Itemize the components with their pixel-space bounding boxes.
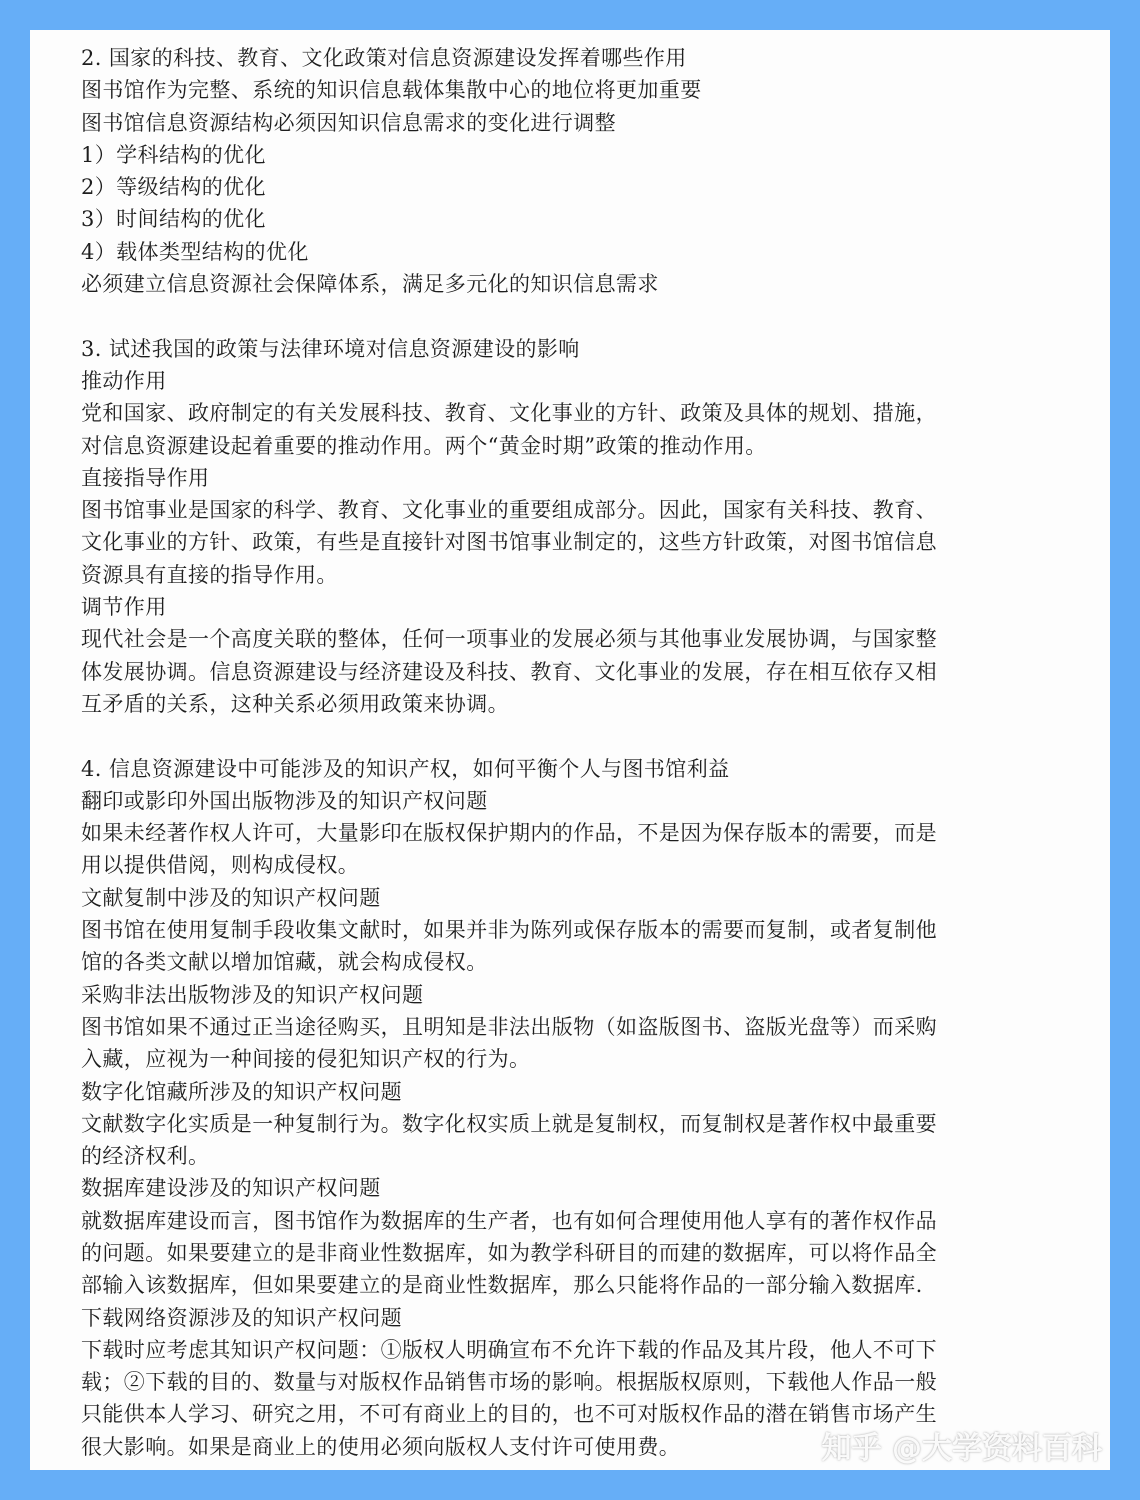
text-line: 图书馆信息资源结构必须因知识信息需求的变化进行调整 [81,110,616,135]
document-body [81,42,1110,1463]
section-heading: 2. 国家的科技、教育、文化政策对信息资源建设发挥着哪些作用 [81,46,687,70]
text-line: 下载时应考虑其知识产权问题：①版权人明确宣布不允许下载的作品及其片段，他人不可下 [81,1337,937,1362]
text-line: 采购非法出版物涉及的知识产权问题 [81,982,424,1007]
text-line: 很大影响。如果是商业上的使用必须向版权人支付许可使用费。 [81,1434,681,1459]
text-line: 如果未经著作权人许可，大量影印在版权保护期内的作品，不是因为保存版本的需要，而是 [81,821,937,846]
text-line: 1）学科结构的优化 [81,142,266,167]
text-line: 图书馆作为完整、系统的知识信息载体集散中心的地位将更加重要 [81,78,702,103]
text-line: 体发展协调。信息资源建设与经济建设及科技、教育、文化事业的发展，存在相互依存又相 [81,659,937,684]
text-line: 部输入该数据库，但如果要建立的是商业性数据库，那么只能将作品的一部分输入数据库. [81,1273,923,1298]
text-line: 文献复制中涉及的知识产权问题 [81,885,381,910]
section-2 [81,42,1110,300]
text-line: 图书馆如果不通过正当途径购买，且明知是非法出版物（如盗版图书、盗版光盘等）而采购 [81,1014,937,1039]
text-line: 用以提供借阅，则构成侵权。 [81,853,360,878]
text-line: 3）时间结构的优化 [81,207,266,232]
text-line: 馆的各类文献以增加馆藏，就会构成侵权。 [81,950,488,975]
text-line: 数字化馆藏所涉及的知识产权问题 [81,1079,402,1104]
text-line: 互矛盾的关系，这种关系必须用政策来协调。 [81,691,509,716]
text-line: 2）等级结构的优化 [81,175,266,200]
text-line: 现代社会是一个高度关联的整体，任何一项事业的发展必须与其他事业发展协调，与国家整 [81,627,937,652]
text-line: 党和国家、政府制定的有关发展科技、教育、文化事业的方针、政策及具体的规划、措施， [81,401,937,426]
document-page [30,30,1110,1470]
text-line: 图书馆事业是国家的科学、教育、文化事业的重要组成部分。因此，国家有关科技、教育、 [81,498,937,523]
text-line: 推动作用 [81,368,167,393]
text-line: 必须建立信息资源社会保障体系，满足多元化的知识信息需求 [81,272,659,297]
text-line: 直接指导作用 [81,465,210,490]
section-gap [81,300,1110,332]
text-line: 资源具有直接的指导作用。 [81,562,338,587]
text-line: 对信息资源建设起着重要的推动作用。两个“黄金时期”政策的推动作用。 [81,433,767,458]
text-line: 的问题。如果要建立的是非商业性数据库，如为教学科研目的而建的数据库，可以将作品全 [81,1240,937,1265]
text-line: 数据库建设涉及的知识产权问题 [81,1176,381,1201]
text-line: 载；②下载的目的、数量与对版权作品销售市场的影响。根据版权原则，下载他人作品一般 [81,1370,937,1395]
section-heading: 4. 信息资源建设中可能涉及的知识产权，如何平衡个人与图书馆利益 [81,756,730,781]
text-line: 翻印或影印外国出版物涉及的知识产权问题 [81,788,488,813]
section-3 [81,333,1110,721]
section-gap [81,720,1110,752]
text-line: 就数据库建设而言，图书馆作为数据库的生产者，也有如何合理使用他人享有的著作权作品 [81,1208,937,1233]
section-4 [81,753,1110,1464]
text-line: 4）载体类型结构的优化 [81,239,309,264]
text-line: 入藏，应视为一种间接的侵犯知识产权的行为。 [81,1047,531,1072]
section-heading: 3. 试述我国的政策与法律环境对信息资源建设的影响 [81,336,580,361]
text-line: 只能供本人学习、研究之用，不可有商业上的目的，也不可对版权作品的潜在销售市场产生 [81,1402,937,1427]
text-line: 图书馆在使用复制手段收集文献时，如果并非为陈列或保存版本的需要而复制，或者复制他 [81,918,937,943]
text-line: 下载网络资源涉及的知识产权问题 [81,1305,402,1330]
watermark: 知乎 @大学资料百科 [821,1431,1102,1466]
text-line: 文化事业的方针、政策，有些是直接针对图书馆事业制定的，这些方针政策，对图书馆信息 [81,530,937,555]
text-line: 的经济权利。 [81,1144,210,1169]
text-line: 调节作用 [81,595,167,620]
text-line: 文献数字化实质是一种复制行为。数字化权实质上就是复制权，而复制权是著作权中最重要 [81,1111,937,1136]
